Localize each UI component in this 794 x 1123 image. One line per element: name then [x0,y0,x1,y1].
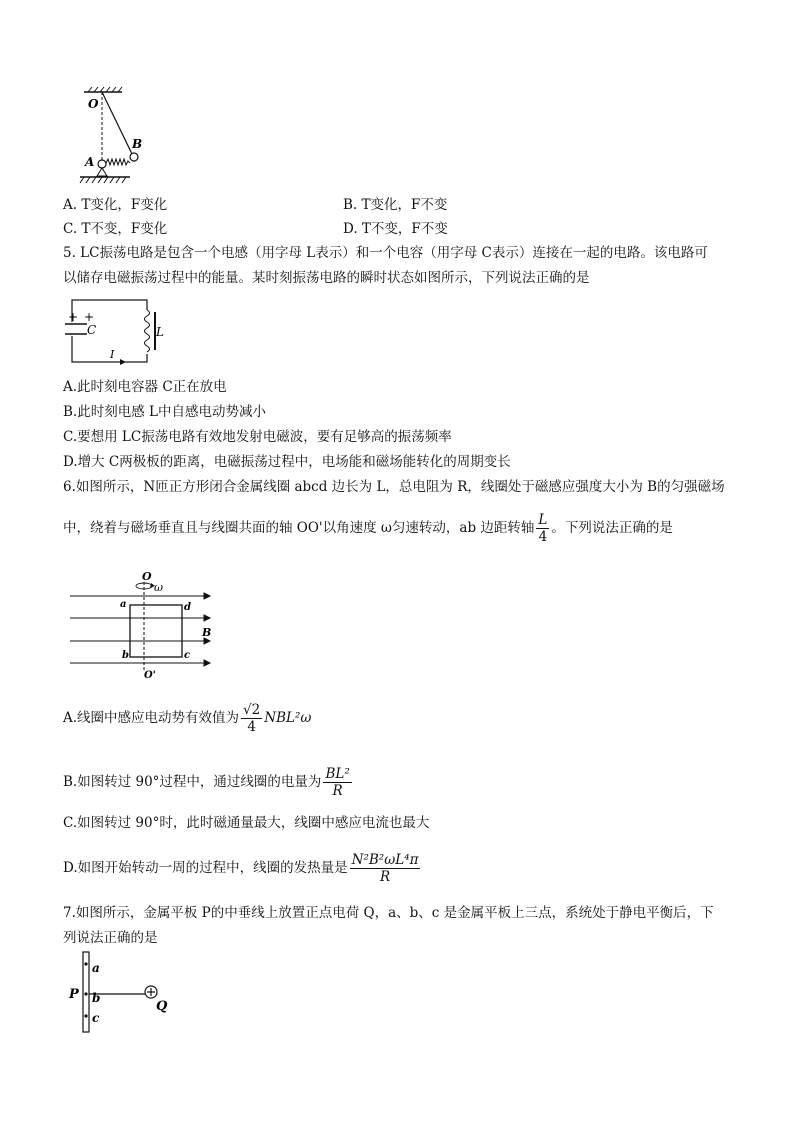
label-i: I [110,348,115,361]
label-o-top: O [142,570,152,583]
q6-stem-line2-end: 。下列说法正确的是 [551,520,673,536]
metal-plate-charge-figure [66,950,186,1036]
fraction-bl2-over-r: $\frac{\text{BL²}}{R}$ [325,766,350,799]
q6-stem-line1: 6.如图所示，N匝正方形闭合金属线圈 abcd 边长为 L，总电阻为 R，线圈处于磁感应强度大小为 B的匀强磁场 [63,479,725,495]
q5-stem-line2: 以储存电磁振荡过程中的能量。某时刻振荡电路的瞬时状态如图所示，下列说法正确的是 [63,270,590,286]
q6-option-c: C.如图转过 90°时，此时磁通量最大，线圈中感应电流也最大 [63,815,430,831]
pendulum-spring-figure [72,86,152,190]
label-omega: ω [154,581,163,594]
label-c: c [92,1011,100,1025]
q4-option-d: D. T不变，F不变 [343,221,448,237]
q6-option-b: B.如图转过 90°过程中，通过线圈的电量为 $\frac{\text{BL²}}{R}$ [63,766,350,799]
label-b: b [92,991,101,1005]
q5-option-b: B.此时刻电感 L中自感电动势减小 [63,404,266,420]
lc-circuit-figure [62,294,172,372]
q6-option-d: D.如图开始转动一周的过程中，线圈的发热量是 $\frac{\text{N²B²ωL⁴π}}{R}$ [63,852,419,885]
label-a: A [85,155,95,169]
fraction-l-over-4: $\frac{L}{4}$ [538,512,548,545]
q5-option-a: A.此时刻电容器 C正在放电 [63,379,227,395]
label-c: C [87,323,97,337]
label-d: d [184,602,191,613]
label-a: a [120,599,127,610]
label-a: a [92,961,100,975]
label-plus-2: + [84,310,95,324]
q4-option-b: B. T变化，F不变 [343,197,448,213]
fraction-heat: $\frac{\text{N²B²ωL⁴π}}{R}$ [351,852,419,885]
q5-option-c: C.要想用 LC振荡电路有效地发射电磁波，要有足够高的振荡频率 [63,429,452,445]
label-b: b [122,650,129,661]
label-plus-1: + [68,310,79,324]
label-p: P [69,987,79,1002]
label-o: O [88,97,99,111]
q6-stem-line2 [63,510,673,546]
q7-stem-line2: 列说法正确的是 [63,930,158,946]
label-field-b: B [202,626,212,639]
q7-stem-line1: 7.如图所示，金属平板 P的中垂线上放置正点电荷 Q，a、b、c 是金属平板上三点，系统处于静电平衡后，下 [63,905,714,921]
q4-option-a: A. T变化，F变化 [63,197,168,213]
q5-stem-line1: 5. LC振荡电路是包含一个电感（用字母 L表示）和一个电容（用字母 C表示）连接在一起的电路。该电路可 [63,245,708,261]
q5-option-d: D.增大 C两极板的距离，电磁振荡过程中，电场能和磁场能转化的周期变长 [63,454,511,470]
label-b: B [132,137,143,151]
label-q: Q [156,999,168,1014]
q6-stem-line2-text: 中，绕着与磁场垂直且与线圈共面的轴 OO'以角速度 ω匀速转动，ab 边距转轴 [63,520,535,536]
label-l: L [156,325,164,339]
rotating-coil-figure [66,570,216,680]
q4-option-c: C. T不变，F变化 [63,221,168,237]
label-c: c [184,650,191,661]
q6-option-a: A.线圈中感应电动势有效值为 $\frac{√2}{4}$ NBL²ω [63,702,312,735]
fraction-sqrt2-over-4: $\frac{√2}{4}$ [243,702,261,735]
label-o-prime: O' [144,670,156,680]
